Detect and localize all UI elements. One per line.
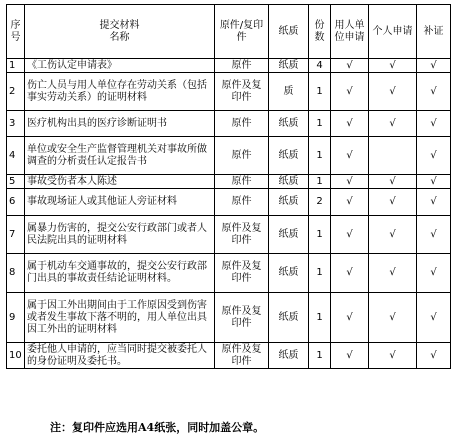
header-name: 提交材料名称 bbox=[25, 5, 215, 59]
row-form: 原件及复印件 bbox=[215, 293, 269, 343]
row-material-name: 委托他人申请的，应当同时提交被委托人的身份证明及委托书。 bbox=[25, 343, 215, 369]
row-copies: 4 bbox=[309, 59, 331, 73]
header-row bbox=[7, 5, 451, 59]
footnote: 注：复印件应选用A4纸张，同时加盖公章。 bbox=[50, 421, 265, 434]
row-individual-check bbox=[369, 137, 417, 175]
row-copies: 1 bbox=[309, 293, 331, 343]
table-row bbox=[7, 254, 451, 293]
row-individual-check: √ bbox=[369, 254, 417, 293]
table-row bbox=[7, 111, 451, 137]
row-copies: 1 bbox=[309, 254, 331, 293]
row-supplement-check: √ bbox=[417, 137, 451, 175]
row-paper: 纸质 bbox=[269, 293, 309, 343]
row-paper: 质 bbox=[269, 73, 309, 111]
row-paper: 纸质 bbox=[269, 111, 309, 137]
row-paper: 纸质 bbox=[269, 254, 309, 293]
row-copies: 1 bbox=[309, 111, 331, 137]
row-employer-check: √ bbox=[331, 111, 369, 137]
row-form: 原件 bbox=[215, 111, 269, 137]
row-material-name: 事故现场证人或其他证人旁证材料 bbox=[25, 189, 215, 216]
row-material-name: 属暴力伤害的，提交公安行政部门或者人民法院出具的证明材料 bbox=[25, 216, 215, 254]
table-row bbox=[7, 175, 451, 189]
row-supplement-check: √ bbox=[417, 175, 451, 189]
header-paper: 纸质 bbox=[269, 5, 309, 59]
row-index: 9 bbox=[7, 293, 25, 343]
row-paper: 纸质 bbox=[269, 137, 309, 175]
row-form: 原件及复印件 bbox=[215, 254, 269, 293]
row-supplement-check: √ bbox=[417, 343, 451, 369]
row-individual-check: √ bbox=[369, 111, 417, 137]
row-supplement-check: √ bbox=[417, 216, 451, 254]
row-material-name: 单位或安全生产监督管理机关对事故所做调查的分析责任认定报告书 bbox=[25, 137, 215, 175]
header-form: 原件/复印件 bbox=[215, 5, 269, 59]
row-form: 原件 bbox=[215, 137, 269, 175]
header-individual: 个人申请 bbox=[369, 5, 417, 59]
header-index: 序号 bbox=[7, 5, 25, 59]
row-material-name: 属于机动车交通事故的，提交公安行政部门出具的事故责任结论证明材料。 bbox=[25, 254, 215, 293]
row-supplement-check: √ bbox=[417, 73, 451, 111]
table-row bbox=[7, 216, 451, 254]
row-material-name: 《工伤认定申请表》 bbox=[25, 59, 215, 73]
row-individual-check: √ bbox=[369, 73, 417, 111]
row-individual-check: √ bbox=[369, 293, 417, 343]
header-supplement: 补证 bbox=[417, 5, 451, 59]
row-index: 10 bbox=[7, 343, 25, 369]
row-paper: 纸质 bbox=[269, 175, 309, 189]
row-index: 4 bbox=[7, 137, 25, 175]
row-copies: 2 bbox=[309, 189, 331, 216]
row-form: 原件及复印件 bbox=[215, 216, 269, 254]
row-paper: 纸质 bbox=[269, 59, 309, 73]
row-supplement-check: √ bbox=[417, 254, 451, 293]
row-index: 3 bbox=[7, 111, 25, 137]
row-index: 1 bbox=[7, 59, 25, 73]
row-copies: 1 bbox=[309, 216, 331, 254]
row-form: 原件及复印件 bbox=[215, 343, 269, 369]
row-paper: 纸质 bbox=[269, 216, 309, 254]
materials-table bbox=[6, 4, 451, 369]
materials-document bbox=[6, 4, 450, 369]
row-copies: 1 bbox=[309, 343, 331, 369]
row-supplement-check: √ bbox=[417, 111, 451, 137]
row-individual-check: √ bbox=[369, 175, 417, 189]
row-copies: 1 bbox=[309, 175, 331, 189]
row-copies: 1 bbox=[309, 137, 331, 175]
row-index: 2 bbox=[7, 73, 25, 111]
row-index: 5 bbox=[7, 175, 25, 189]
row-paper: 纸质 bbox=[269, 343, 309, 369]
row-employer-check: √ bbox=[331, 73, 369, 111]
table-row bbox=[7, 59, 451, 73]
header-copies: 份数 bbox=[309, 5, 331, 59]
row-employer-check: √ bbox=[331, 343, 369, 369]
row-material-name: 属于因工外出期间由于工作原因受到伤害或者发生事故下落不明的，用人单位出具因工外出的证明材料 bbox=[25, 293, 215, 343]
row-individual-check: √ bbox=[369, 189, 417, 216]
row-index: 8 bbox=[7, 254, 25, 293]
row-supplement-check: √ bbox=[417, 59, 451, 73]
row-material-name: 事故受伤者本人陈述 bbox=[25, 175, 215, 189]
row-material-name: 医疗机构出具的医疗诊断证明书 bbox=[25, 111, 215, 137]
row-form: 原件及复印件 bbox=[215, 73, 269, 111]
row-copies: 1 bbox=[309, 73, 331, 111]
table-row bbox=[7, 293, 451, 343]
row-employer-check: √ bbox=[331, 137, 369, 175]
table-row bbox=[7, 189, 451, 216]
row-material-name: 伤亡人员与用人单位存在劳动关系（包括事实劳动关系）的证明材料 bbox=[25, 73, 215, 111]
row-individual-check: √ bbox=[369, 216, 417, 254]
row-index: 6 bbox=[7, 189, 25, 216]
header-employer: 用人单位申请 bbox=[331, 5, 369, 59]
row-form: 原件 bbox=[215, 59, 269, 73]
row-index: 7 bbox=[7, 216, 25, 254]
row-employer-check: √ bbox=[331, 189, 369, 216]
row-employer-check: √ bbox=[331, 216, 369, 254]
table-row bbox=[7, 343, 451, 369]
row-employer-check: √ bbox=[331, 175, 369, 189]
row-employer-check: √ bbox=[331, 254, 369, 293]
row-employer-check: √ bbox=[331, 59, 369, 73]
row-form: 原件 bbox=[215, 189, 269, 216]
row-supplement-check: √ bbox=[417, 293, 451, 343]
row-paper: 纸质 bbox=[269, 189, 309, 216]
row-individual-check: √ bbox=[369, 59, 417, 73]
row-supplement-check: √ bbox=[417, 189, 451, 216]
table-row bbox=[7, 73, 451, 111]
row-individual-check: √ bbox=[369, 343, 417, 369]
table-row bbox=[7, 137, 451, 175]
row-form: 原件 bbox=[215, 175, 269, 189]
row-employer-check: √ bbox=[331, 293, 369, 343]
